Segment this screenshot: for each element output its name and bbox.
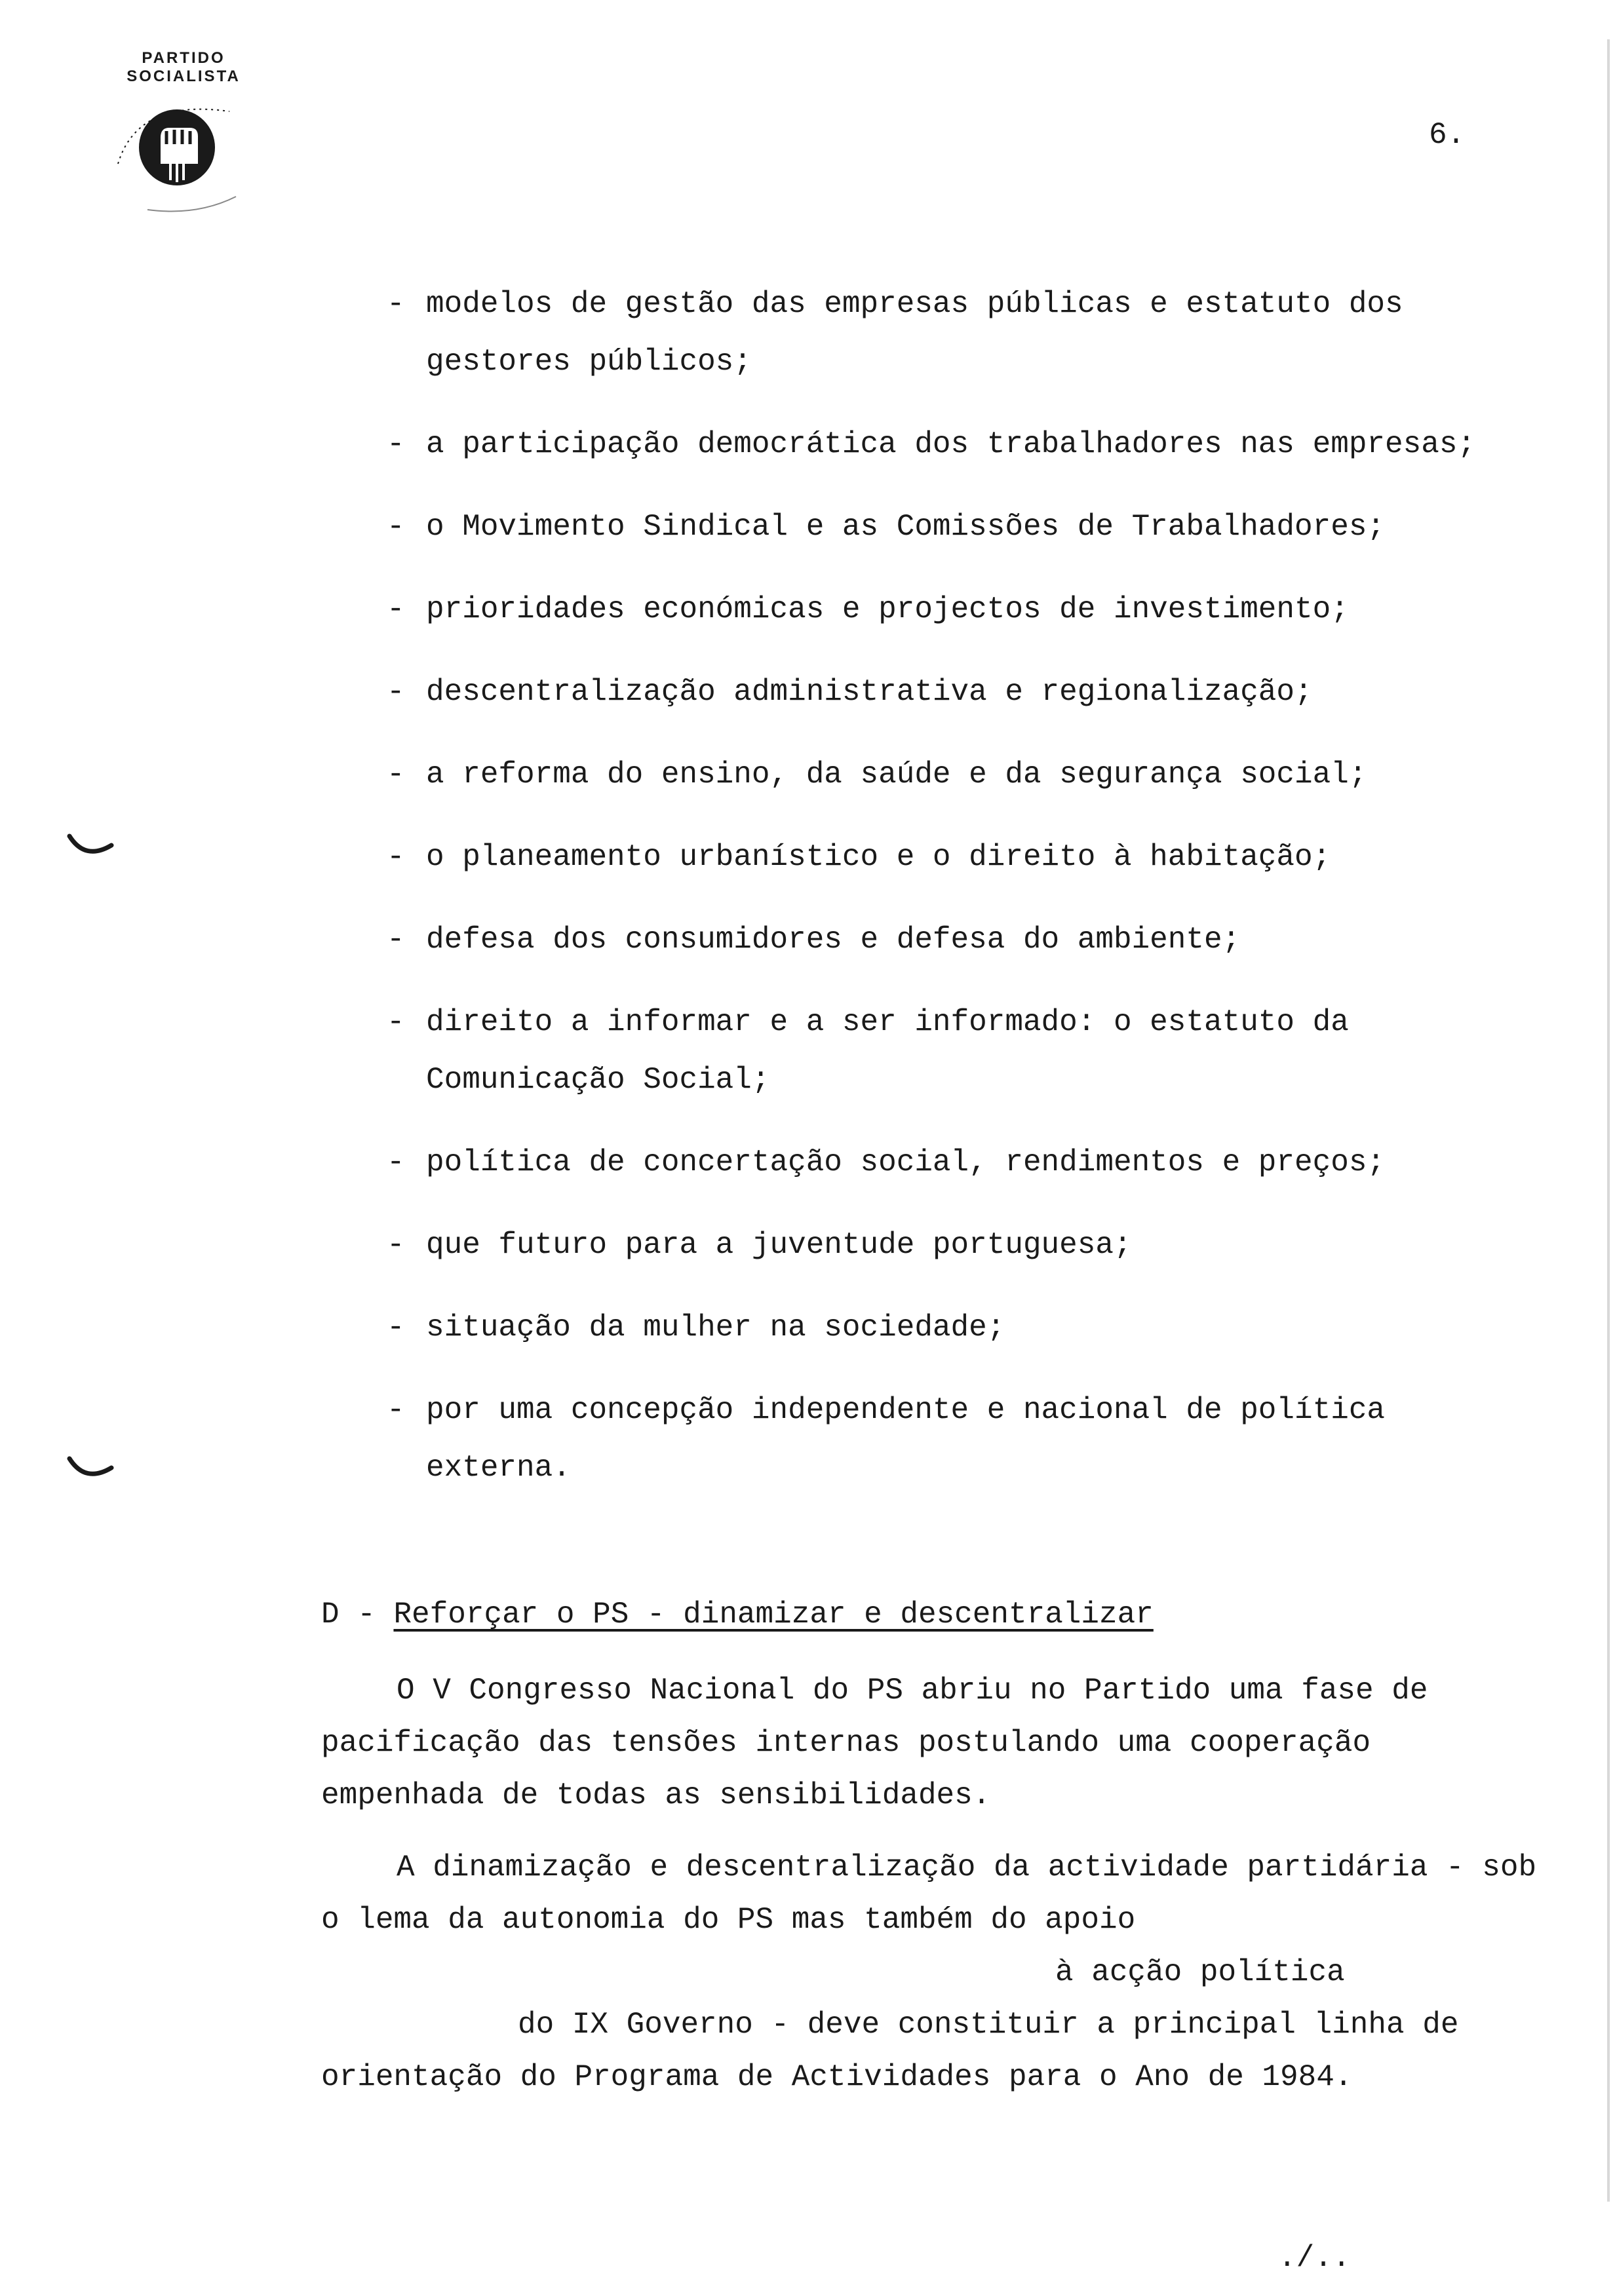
continuation-mark: ./.. <box>1278 2241 1351 2275</box>
list-item-text: defesa dos consumidores e defesa do ambiente; <box>426 923 1241 957</box>
list-item-text: prioridades económicas e projectos de investimento; <box>426 592 1349 626</box>
list-item <box>387 911 1540 968</box>
topic-list <box>387 275 1540 1521</box>
list-item <box>387 746 1540 803</box>
section-letter: D - <box>321 1598 376 1632</box>
logo-text: PARTIDO SOCIALISTA <box>126 49 241 85</box>
list-dash: - <box>387 1311 405 1345</box>
paragraph-text-part: à acção política <box>1055 1955 1345 1989</box>
punch-hole-mark-icon <box>66 832 118 865</box>
list-item-text: modelos de gestão das empresas públicas e estatuto dos gestores públicos; <box>426 287 1403 379</box>
list-dash: - <box>387 675 405 709</box>
paragraph-congress: O V Congresso Nacional do PS abriu no Partido uma fase de pacificação das tensões internas postulando uma cooperação empenhada de todas as sensibilidades. <box>321 1674 1428 1812</box>
list-item <box>387 993 1540 1109</box>
list-dash: - <box>387 1145 405 1179</box>
list-item <box>387 1299 1540 1356</box>
page-number: 6. <box>1429 118 1466 152</box>
list-dash: - <box>387 923 405 957</box>
list-item-text: por uma concepção independente e nacional de política externa. <box>426 1393 1386 1485</box>
list-item-text: situação da mulher na sociedade; <box>426 1311 1005 1345</box>
list-item <box>387 415 1540 473</box>
list-item <box>387 1134 1540 1191</box>
list-item <box>387 1216 1540 1274</box>
list-dash: - <box>387 1005 405 1039</box>
list-item-text: política de concertação social, rendimentos e preços; <box>426 1145 1386 1179</box>
punch-hole-mark-icon <box>66 1455 118 1487</box>
list-dash: - <box>387 427 405 461</box>
paragraph-text-part: A dinamização e descentralização da actividade partidária - sob o lema da autonomia do PS mas também do apoio <box>321 1850 1537 1937</box>
list-item <box>387 1381 1540 1497</box>
list-dash: - <box>387 510 405 544</box>
scan-edge-line <box>1607 39 1610 2202</box>
list-item-text: a reforma do ensino, da saúde e da segurança social; <box>426 757 1367 792</box>
partido-socialista-logo-icon <box>98 66 256 223</box>
list-item-text: direito a informar e a ser informado: o estatuto da Comunicação Social; <box>426 1005 1349 1097</box>
list-dash: - <box>387 1228 405 1262</box>
list-item-text: que futuro para a juventude portuguesa; <box>426 1228 1132 1262</box>
list-item <box>387 498 1540 556</box>
list-item <box>387 663 1540 721</box>
list-item-text: o Movimento Sindical e as Comissões de Trabalhadores; <box>426 510 1386 544</box>
list-dash: - <box>387 592 405 626</box>
list-item <box>387 275 1540 391</box>
paragraph-text-part: do IX Governo - deve constituir a principal linha de orientação do Programa de Actividades para o Ano de 1984. <box>321 2008 1459 2094</box>
section-heading <box>321 1586 1154 1643</box>
list-item-text: descentralização administrativa e regionalização; <box>426 675 1313 709</box>
list-item <box>387 828 1540 886</box>
list-dash: - <box>387 1393 405 1427</box>
list-dash: - <box>387 287 405 321</box>
section-title: Reforçar o PS - dinamizar e descentralizar <box>393 1598 1154 1632</box>
list-item-text: a participação democrática dos trabalhadores nas empresas; <box>426 427 1476 461</box>
list-item-text: o planeamento urbanístico e o direito à habitação; <box>426 840 1331 874</box>
list-item <box>387 581 1540 638</box>
list-dash: - <box>387 757 405 792</box>
paragraph-dinamizacao <box>321 1841 1540 2103</box>
list-dash: - <box>387 840 405 874</box>
